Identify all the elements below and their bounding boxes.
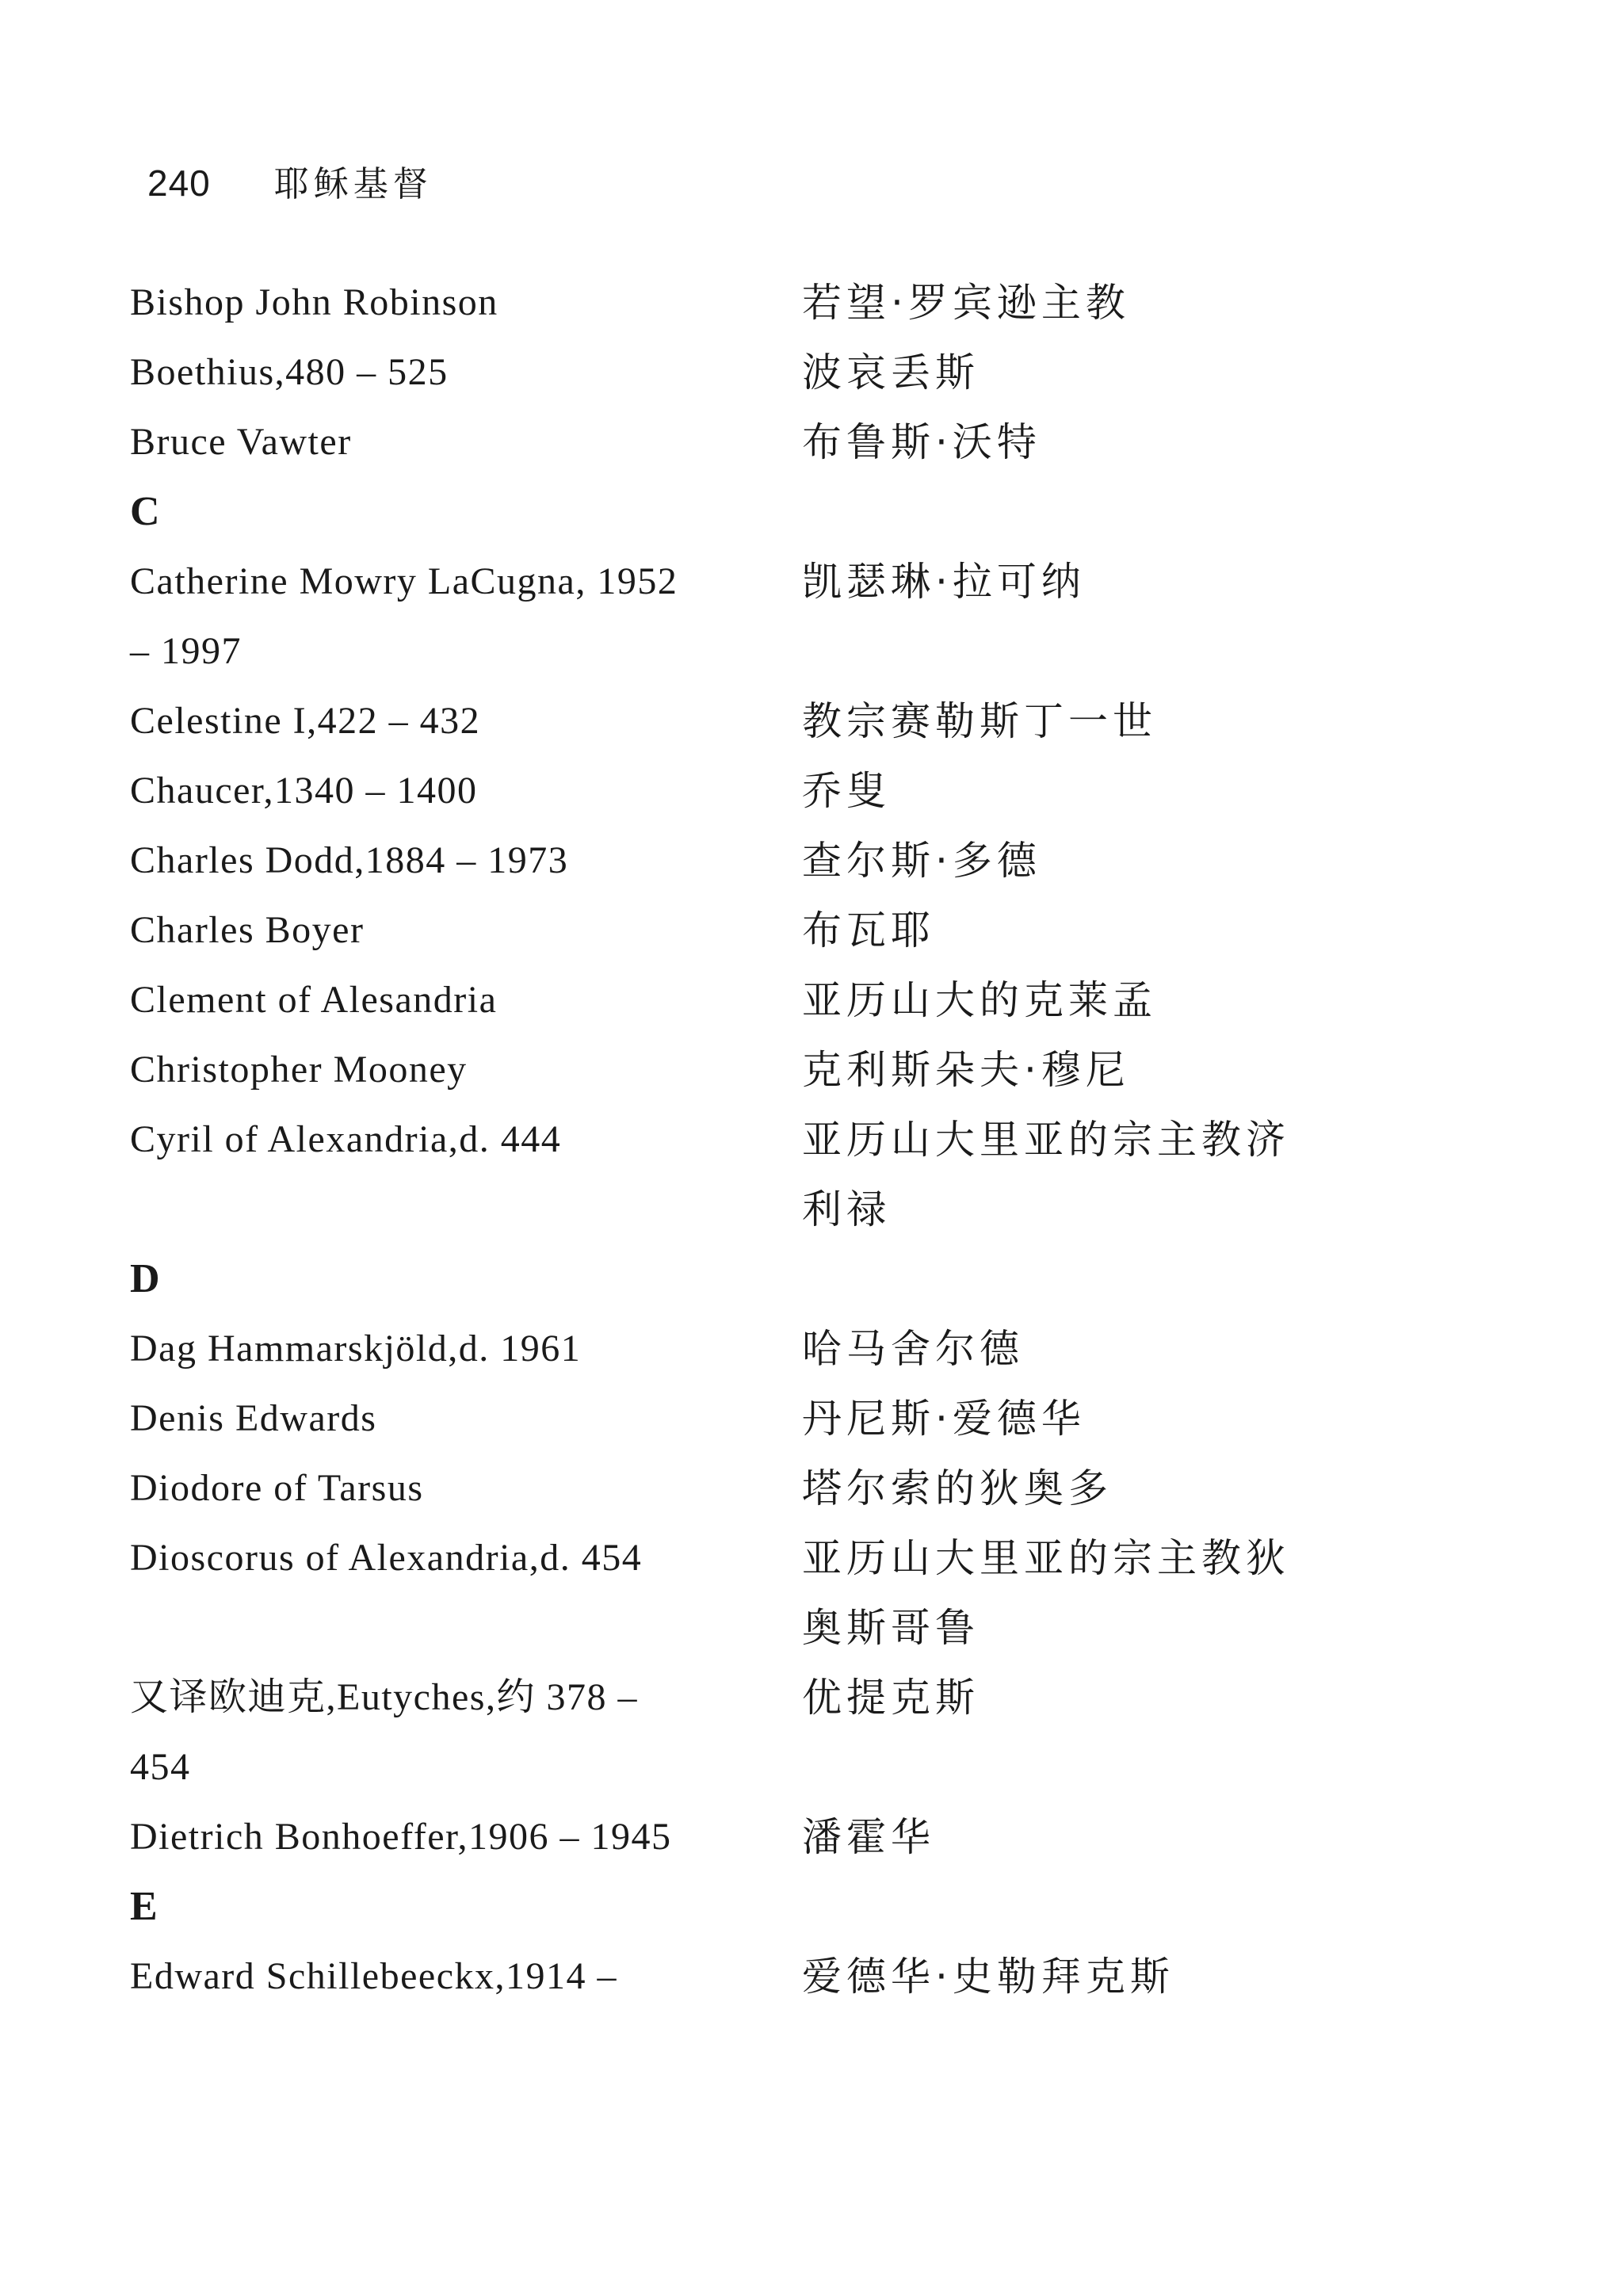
entry-english: Denis Edwards <box>130 1397 377 1439</box>
entry-chinese: 凯瑟琳·拉可纳 <box>802 559 1086 605</box>
page-number: 240 <box>147 162 211 204</box>
section-letter: D <box>130 1256 160 1301</box>
glossary-entry <box>130 1802 1366 1872</box>
glossary-entry <box>130 1523 1366 1663</box>
glossary-entry <box>130 1663 1366 1802</box>
entry-english: Celestine I,422 – 432 <box>130 700 481 742</box>
entry-english-line: – 1997 <box>130 630 242 672</box>
glossary-entry <box>130 1105 1366 1244</box>
entry-chinese: 布鲁斯·沃特 <box>802 419 1041 465</box>
entry-english: Christopher Mooney <box>130 1049 468 1091</box>
entry-english: Clement of Alesandria <box>130 979 498 1021</box>
entry-english: Bruce Vawter <box>130 421 352 463</box>
entry-chinese <box>802 1105 1357 1244</box>
entry-english: Dag Hammarskjöld,d. 1961 <box>130 1328 582 1370</box>
entry-english-line: 又译欧迪克,Eutyches,约 378 – <box>130 1676 638 1718</box>
entry-chinese <box>802 1523 1357 1663</box>
glossary-entry <box>130 1314 1366 1384</box>
entry-chinese: 亚历山大的克莱孟 <box>802 977 1157 1023</box>
entry-chinese: 潘霍华 <box>802 1814 935 1860</box>
glossary-entry <box>130 1942 1366 2011</box>
entry-english: Diodore of Tarsus <box>130 1467 424 1509</box>
entry-english: Chaucer,1340 – 1400 <box>130 770 478 812</box>
entry-chinese: 爱德华·史勒拜克斯 <box>802 1954 1174 2000</box>
entry-english: Edward Schillebeeckx,1914 – <box>130 1955 617 1997</box>
entry-english: Charles Dodd,1884 – 1973 <box>130 839 569 881</box>
entry-english: Dietrich Bonhoeffer,1906 – 1945 <box>130 1816 672 1858</box>
entry-chinese: 波哀丢斯 <box>802 350 980 395</box>
glossary-entry <box>130 686 1366 756</box>
glossary-entry <box>130 338 1366 407</box>
entry-chinese: 丹尼斯·爱德华 <box>802 1396 1086 1442</box>
entry-chinese: 布瓦耶 <box>802 907 935 953</box>
entry-english <box>130 1663 802 1802</box>
entry-english: Boethius,480 – 525 <box>130 351 449 393</box>
entry-chinese: 塔尔索的狄奥多 <box>802 1465 1113 1511</box>
glossary-entry <box>130 1035 1366 1105</box>
glossary-entry <box>130 826 1366 896</box>
entry-chinese-line: 奥斯哥鲁 <box>802 1605 980 1651</box>
glossary-entry <box>130 268 1366 338</box>
entry-chinese: 哈马舍尔德 <box>802 1326 1024 1372</box>
entry-english: Charles Boyer <box>130 909 365 951</box>
entry-chinese-line: 亚历山大里亚的宗主教狄 <box>802 1535 1290 1581</box>
entry-chinese: 克利斯朵夫·穆尼 <box>802 1047 1130 1093</box>
entry-english <box>130 547 802 686</box>
glossary-entry <box>130 407 1366 477</box>
entry-chinese: 教宗赛勒斯丁一世 <box>802 698 1157 744</box>
entry-english: Dioscorus of Alexandria,d. 454 <box>130 1537 643 1579</box>
entry-english-line: Catherine Mowry LaCugna, 1952 <box>130 560 678 602</box>
glossary-entry <box>130 756 1366 826</box>
glossary-entry <box>130 965 1366 1035</box>
entry-chinese: 优提克斯 <box>802 1675 980 1721</box>
entry-chinese-line: 亚历山大里亚的宗主教济 <box>802 1117 1290 1163</box>
entry-chinese: 乔叟 <box>802 768 891 814</box>
entry-english-line: 454 <box>130 1746 191 1788</box>
entry-english: Bishop John Robinson <box>130 281 498 323</box>
glossary-list <box>130 268 1366 2011</box>
glossary-entry <box>130 896 1366 965</box>
entry-chinese-line: 利禄 <box>802 1186 891 1232</box>
glossary-entry <box>130 1454 1366 1523</box>
glossary-entry <box>130 1384 1366 1454</box>
running-title: 耶稣基督 <box>273 164 433 204</box>
glossary-entry <box>130 547 1366 686</box>
page-header <box>147 155 433 206</box>
entry-chinese: 若望·罗宾逊主教 <box>802 280 1130 326</box>
entry-english: Cyril of Alexandria,d. 444 <box>130 1118 562 1160</box>
section-letter: C <box>130 489 160 534</box>
section-letter: E <box>130 1884 158 1929</box>
entry-chinese: 查尔斯·多德 <box>802 838 1041 884</box>
